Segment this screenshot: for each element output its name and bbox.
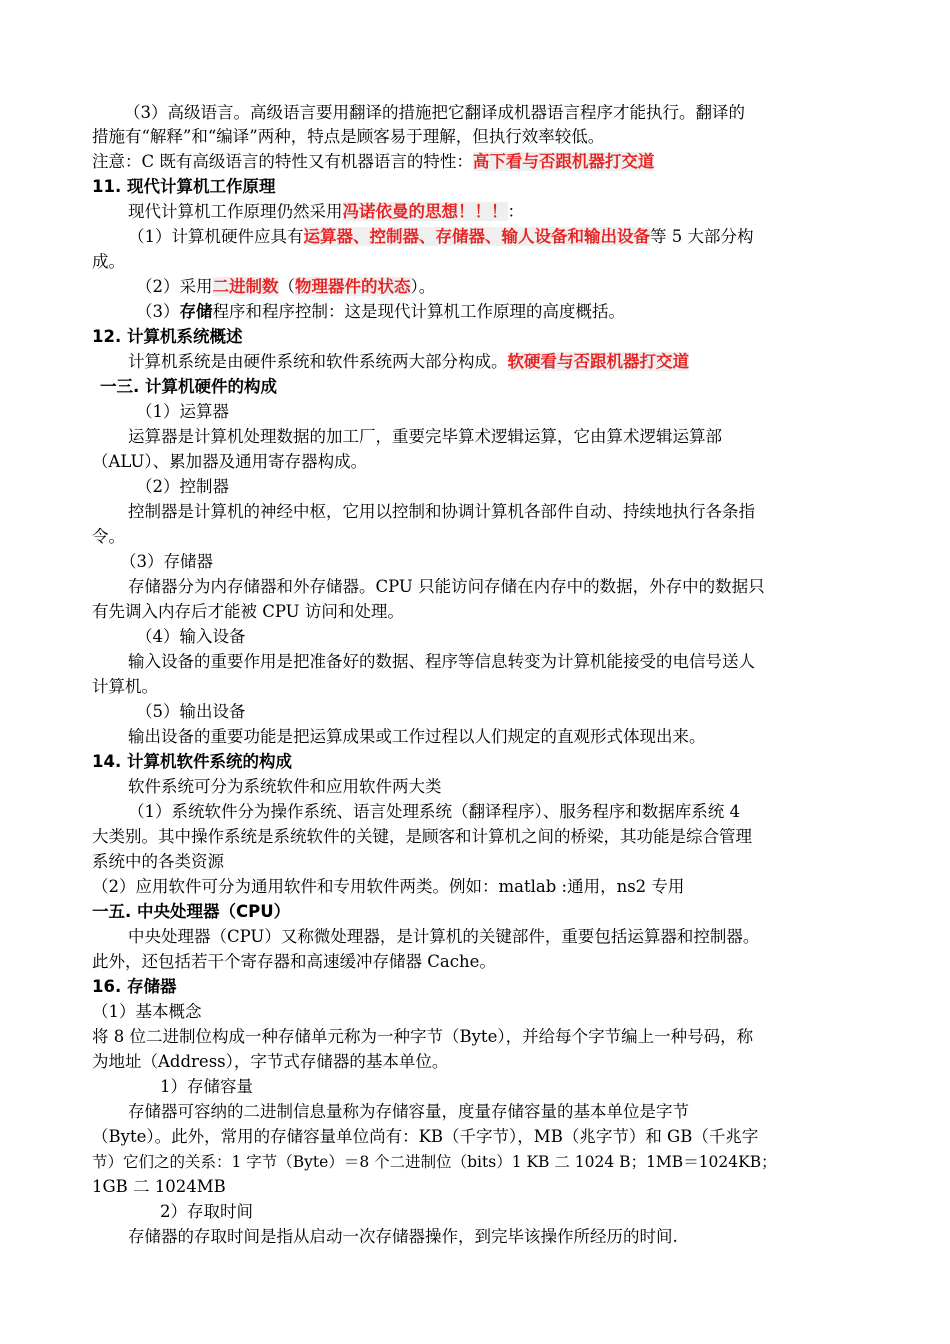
section-heading-15: 一五. 中央处理器（CPU） bbox=[92, 902, 291, 921]
section-heading-11: 11. 现代计算机工作原理 bbox=[92, 177, 276, 196]
text-line: （1）基本概念 bbox=[92, 1002, 202, 1021]
highlight: 软硬看与否跟机器打交道 bbox=[507, 352, 689, 371]
note-line: 注意：C 既有高级语言的特性又有机器语言的特性：高下看与否跟机器打交道 bbox=[92, 152, 655, 171]
text-line: 大类别。其中操作系统是系统软件的关键，是顾客和计算机之间的桥梁，其功能是综合管理 bbox=[92, 827, 752, 846]
text-line: 存储器分为内存储器和外存储器。CPU 只能访问存储在内存中的数据，外存中的数据只 bbox=[128, 577, 765, 596]
text-line: 存储器可容纳的二进制信息量称为存储容量，度量存储容量的基本单位是字节 bbox=[128, 1102, 689, 1121]
text-line: 节）它们之的关系：1 字节（Byte）＝8 个二进制位（bits）1 KB 二 1024 B；1MB＝1024KB； bbox=[92, 1153, 777, 1171]
highlight: 二进制数 bbox=[212, 277, 279, 296]
text-line: 将 8 位二进制位构成一种存储单元称为一种字节（Byte），并给每个字节编上一种号码，称 bbox=[92, 1027, 754, 1046]
text-line: 控制器是计算机的神经中枢，它用以控制和协调计算机各部件自动、持续地执行各条指 bbox=[128, 502, 755, 521]
highlight: 冯诺依曼的思想！！！ bbox=[342, 202, 508, 221]
text-line: （2）应用软件可分为通用软件和专用软件两类。例如：matlab :通用，ns2 专用 bbox=[92, 877, 685, 896]
text-line: 为地址（Address），字节式存储器的基本单位。 bbox=[92, 1052, 449, 1071]
text-line: 此外，还包括若干个寄存器和高速缓冲存储器 Cache。 bbox=[92, 952, 496, 971]
text-line: 1）存储容量 bbox=[160, 1077, 253, 1096]
text-line: 计算机。 bbox=[92, 677, 158, 696]
text-line: 存储器的存取时间是指从启动一次存储器操作，到完毕该操作所经历的时间. bbox=[128, 1227, 678, 1246]
text-line: 令。 bbox=[92, 527, 125, 546]
text-line: （2）控制器 bbox=[136, 477, 229, 496]
text-line: 系统中的各类资源 bbox=[92, 852, 224, 871]
text-line: 成。 bbox=[92, 252, 125, 271]
text-line: （1）计算机硬件应具有运算器、控制器、存储器、输人设备和输出设备等 5 大部分构 bbox=[128, 227, 754, 246]
highlight: 高下看与否跟机器打交道 bbox=[472, 152, 655, 171]
text-line: 软件系统可分为系统软件和应用软件两大类 bbox=[128, 777, 442, 796]
text-line: （Byte）。此外，常用的存储容量单位尚有：KB（千字节），MB（兆字节）和 GB（千兆字 bbox=[92, 1127, 759, 1146]
highlight: 物理器件的状态 bbox=[295, 277, 411, 296]
section-heading-16: 16. 存储器 bbox=[92, 977, 177, 996]
text-line: （5）输出设备 bbox=[136, 702, 246, 721]
highlight: 运算器、控制器、存储器、输人设备和输出设备 bbox=[303, 227, 650, 246]
text-line: 措施有“解释”和“编译”两种，特点是顾客易于理解，但执行效率较低。 bbox=[92, 127, 605, 146]
text-line: （4）输入设备 bbox=[136, 627, 246, 646]
text-line: 1GB 二 1024MB bbox=[92, 1177, 226, 1196]
text-line: （3）高级语言。高级语言要用翻译的措施把它翻译成机器语言程序才能执行。翻译的 bbox=[124, 103, 745, 122]
text-line: 有先调入内存后才能被 CPU 访问和处理。 bbox=[92, 602, 404, 621]
section-heading-12: 12. 计算机系统概述 bbox=[92, 327, 243, 346]
section-heading-13: 一三. 计算机硬件的构成 bbox=[100, 377, 278, 396]
text-line: （3）存储程序和程序控制：这是现代计算机工作原理的高度概括。 bbox=[136, 302, 625, 321]
text-line: 2）存取时间 bbox=[160, 1202, 253, 1221]
text-line: 中央处理器（CPU）又称微处理器，是计算机的关键部件，重要包括运算器和控制器。 bbox=[128, 927, 760, 946]
bold-word: 存储 bbox=[179, 302, 213, 321]
text-line: （2）采用二进制数（物理器件的状态）。 bbox=[136, 277, 436, 296]
text-line: 运算器是计算机处理数据的加工厂，重要完毕算术逻辑运算，它由算术逻辑运算部 bbox=[128, 427, 722, 446]
section-heading-14: 14. 计算机软件系统的构成 bbox=[92, 752, 292, 771]
text-line: （1）系统软件分为操作系统、语言处理系统（翻译程序）、服务程序和数据库系统 4 bbox=[128, 802, 740, 821]
text-line: 输入设备的重要作用是把准备好的数据、程序等信息转变为计算机能接受的电信号送人 bbox=[128, 652, 755, 671]
text-line: 现代计算机工作原理仍然采用冯诺依曼的思想！！！： bbox=[128, 202, 524, 221]
text-line: 输出设备的重要功能是把运算成果或工作过程以人们规定的直观形式体现出来。 bbox=[128, 727, 706, 746]
text-line: （3）存储器 bbox=[120, 552, 213, 571]
text-line: 计算机系统是由硬件系统和软件系统两大部分构成。软硬看与否跟机器打交道 bbox=[128, 352, 689, 371]
text-line: （ALU）、累加器及通用寄存器构成。 bbox=[92, 452, 368, 471]
text-line: （1）运算器 bbox=[136, 402, 229, 421]
